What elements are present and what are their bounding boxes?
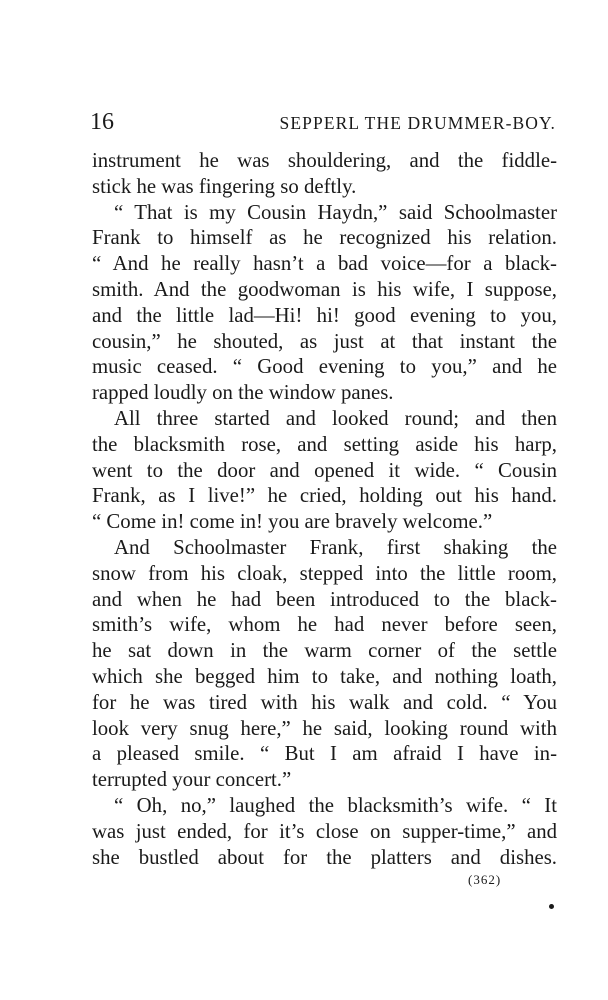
- running-title: SEPPERL THE DRUMMER-BOY.: [279, 113, 556, 133]
- text-line: instrument he was shouldering, and the fiddle-: [92, 149, 557, 172]
- text-line: the blacksmith rose, and setting aside his harp,: [92, 432, 557, 456]
- text-line: terrupted your concert.”: [92, 768, 292, 792]
- text-line: for he was tired with his walk and cold. “ You: [92, 690, 557, 714]
- ink-speck: [549, 904, 554, 909]
- text-line: she bustled about for the platters and dishes.: [92, 845, 557, 869]
- text-line: And Schoolmaster Frank, first shaking the: [114, 535, 557, 559]
- text-line: “ Come in! come in! you are bravely welcome.”: [92, 510, 493, 534]
- text-line: a pleased smile. “ But I am afraid I have in-: [92, 742, 557, 766]
- text-line: he sat down in the warm corner of the settle: [92, 639, 557, 663]
- text-line: and when he had been introduced to the black-: [92, 587, 557, 611]
- text-line: snow from his cloak, stepped into the little room,: [92, 561, 557, 585]
- text-line: “ That is my Cousin Haydn,” said Schoolmaster: [114, 200, 557, 224]
- text-line: “ Oh, no,” laughed the blacksmith’s wife. “ It: [114, 793, 557, 817]
- signature-mark: (362): [468, 872, 502, 887]
- text-line: smith. And the goodwoman is his wife, I suppose,: [92, 277, 557, 301]
- text-line: Frank, as I live!” he cried, holding out his hand.: [92, 484, 557, 508]
- page-header: [90, 108, 556, 138]
- text-line: music ceased. “ Good evening to you,” and he: [92, 355, 557, 379]
- text-line: was just ended, for it’s close on supper-time,” and: [92, 819, 557, 843]
- text-line: “ And he really hasn’t a bad voice—for a black-: [92, 252, 557, 276]
- text-line: Frank to himself as he recognized his relation.: [92, 226, 557, 250]
- body-text: [92, 148, 557, 870]
- text-line: look very snug here,” he said, looking round with: [92, 716, 557, 740]
- text-line: stick he was fingering so deftly.: [92, 174, 357, 198]
- text-line: rapped loudly on the window panes.: [92, 381, 394, 405]
- text-line: which she begged him to take, and nothing loath,: [92, 664, 557, 688]
- text-line: cousin,” he shouted, as just at that instant the: [92, 329, 557, 353]
- text-line: went to the door and opened it wide. “ Cousin: [92, 458, 557, 482]
- text-line: smith’s wife, whom he had never before seen,: [92, 613, 557, 637]
- text-line: All three started and looked round; and then: [114, 406, 557, 430]
- page-number: 16: [90, 109, 114, 135]
- text-line: and the little lad—Hi! hi! good evening to you,: [92, 303, 557, 327]
